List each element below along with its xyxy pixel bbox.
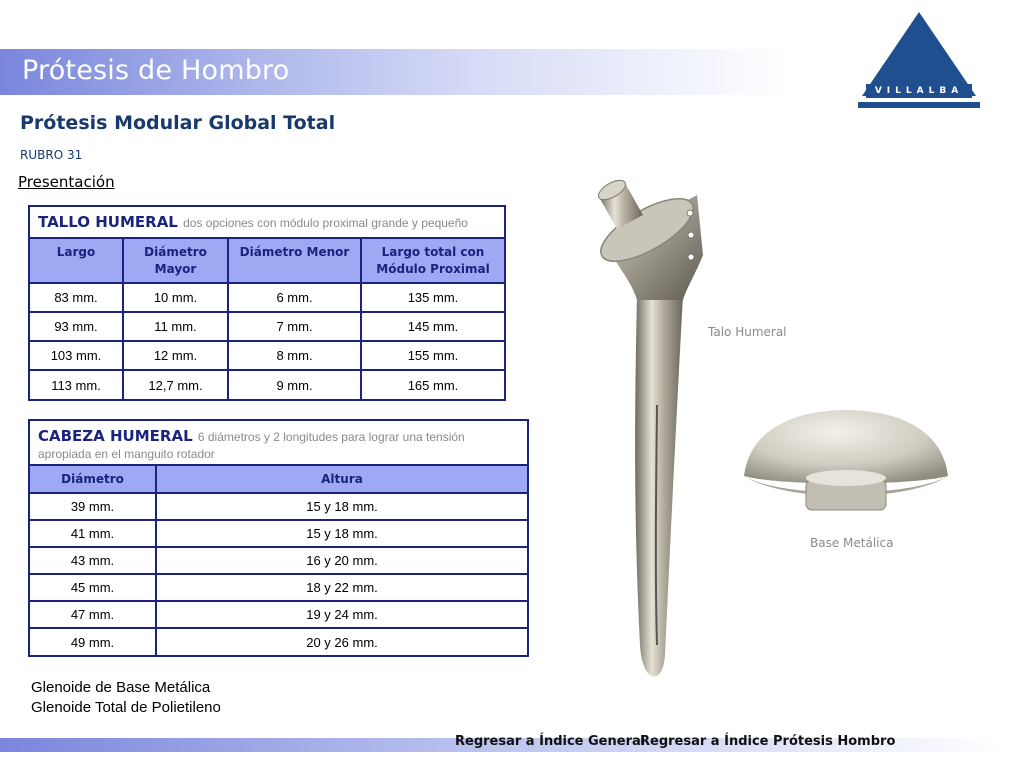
tallo-caption	[30, 207, 504, 239]
table-cell: 103 mm.	[30, 341, 123, 370]
base-image-label: Base Metálica	[810, 536, 894, 550]
table-cell: 19 y 24 mm.	[156, 601, 527, 628]
table-row	[30, 370, 504, 399]
logo-text: VILLALBA	[874, 86, 964, 96]
table-cell: 47 mm.	[30, 601, 156, 628]
link-indice-protesis-hombro[interactable]: Regresar a Índice Prótesis Hombro	[640, 734, 896, 749]
cabeza-grid	[30, 466, 527, 655]
table-row	[30, 493, 527, 520]
table-row	[30, 574, 527, 601]
stem-image-label: Talo Humeral	[708, 325, 787, 339]
table-cell: 49 mm.	[30, 628, 156, 655]
tallo-header-diametro-mayor: Diámetro Mayor	[123, 239, 228, 283]
table-row	[30, 283, 504, 312]
glenoide-base-metalica: Glenoide de Base Metálica	[31, 679, 211, 696]
tallo-header-diametro-menor: Diámetro Menor	[228, 239, 361, 283]
table-cell: 41 mm.	[30, 520, 156, 547]
logo-triangle-icon	[856, 10, 982, 112]
rubro-label: RUBRO 31	[20, 148, 83, 162]
table-cell: 135 mm.	[361, 283, 504, 312]
table-cell: 93 mm.	[30, 312, 123, 341]
cabeza-header-altura: Altura	[156, 466, 527, 493]
table-row	[30, 341, 504, 370]
table-cell: 45 mm.	[30, 574, 156, 601]
table-row	[30, 547, 527, 574]
table-cell: 12 mm.	[123, 341, 228, 370]
table-cell: 9 mm.	[228, 370, 361, 399]
villalba-logo	[856, 10, 982, 112]
table-cell: 6 mm.	[228, 283, 361, 312]
table-cell: 15 y 18 mm.	[156, 493, 527, 520]
humeral-stem-image	[585, 175, 710, 695]
glenoide-polietileno: Glenoide Total de Polietileno	[31, 699, 221, 716]
table-row	[30, 628, 527, 655]
table-cell: 12,7 mm.	[123, 370, 228, 399]
product-title: Prótesis Modular Global Total	[20, 112, 336, 134]
tallo-caption-title: TALLO HUMERAL	[38, 213, 178, 231]
cabeza-caption-title: CABEZA HUMERAL	[38, 427, 193, 445]
table-cell: 7 mm.	[228, 312, 361, 341]
table-row	[30, 601, 527, 628]
table-cell: 18 y 22 mm.	[156, 574, 527, 601]
table-cell: 11 mm.	[123, 312, 228, 341]
tallo-grid	[30, 239, 504, 399]
table-cell: 145 mm.	[361, 312, 504, 341]
link-indice-general[interactable]: Regresar a Índice General	[455, 734, 646, 749]
table-cell: 113 mm.	[30, 370, 123, 399]
table-cell: 20 y 26 mm.	[156, 628, 527, 655]
table-cell: 16 y 20 mm.	[156, 547, 527, 574]
tallo-header-largo-total: Largo total con Módulo Proximal	[361, 239, 504, 283]
metal-base-image	[740, 408, 952, 518]
table-cell: 43 mm.	[30, 547, 156, 574]
table-cell: 155 mm.	[361, 341, 504, 370]
cabeza-header-diametro: Diámetro	[30, 466, 156, 493]
table-cell: 165 mm.	[361, 370, 504, 399]
page-title: Prótesis de Hombro	[22, 55, 290, 86]
cabeza-caption-desc: 6 diámetros y 2 longitudes para lograr una tensión apropiada en el manguito rotador	[38, 430, 465, 461]
table-row	[30, 312, 504, 341]
table-cell: 15 y 18 mm.	[156, 520, 527, 547]
tallo-humeral-table	[28, 205, 506, 401]
table-cell: 83 mm.	[30, 283, 123, 312]
tallo-caption-desc: dos opciones con módulo proximal grande y pequeño	[183, 216, 468, 230]
cabeza-caption	[30, 421, 527, 466]
table-cell: 8 mm.	[228, 341, 361, 370]
presentacion-heading: Presentación	[18, 173, 115, 191]
table-cell: 10 mm.	[123, 283, 228, 312]
tallo-header-largo: Largo	[30, 239, 123, 283]
cabeza-humeral-table	[28, 419, 529, 657]
table-cell: 39 mm.	[30, 493, 156, 520]
table-row	[30, 520, 527, 547]
